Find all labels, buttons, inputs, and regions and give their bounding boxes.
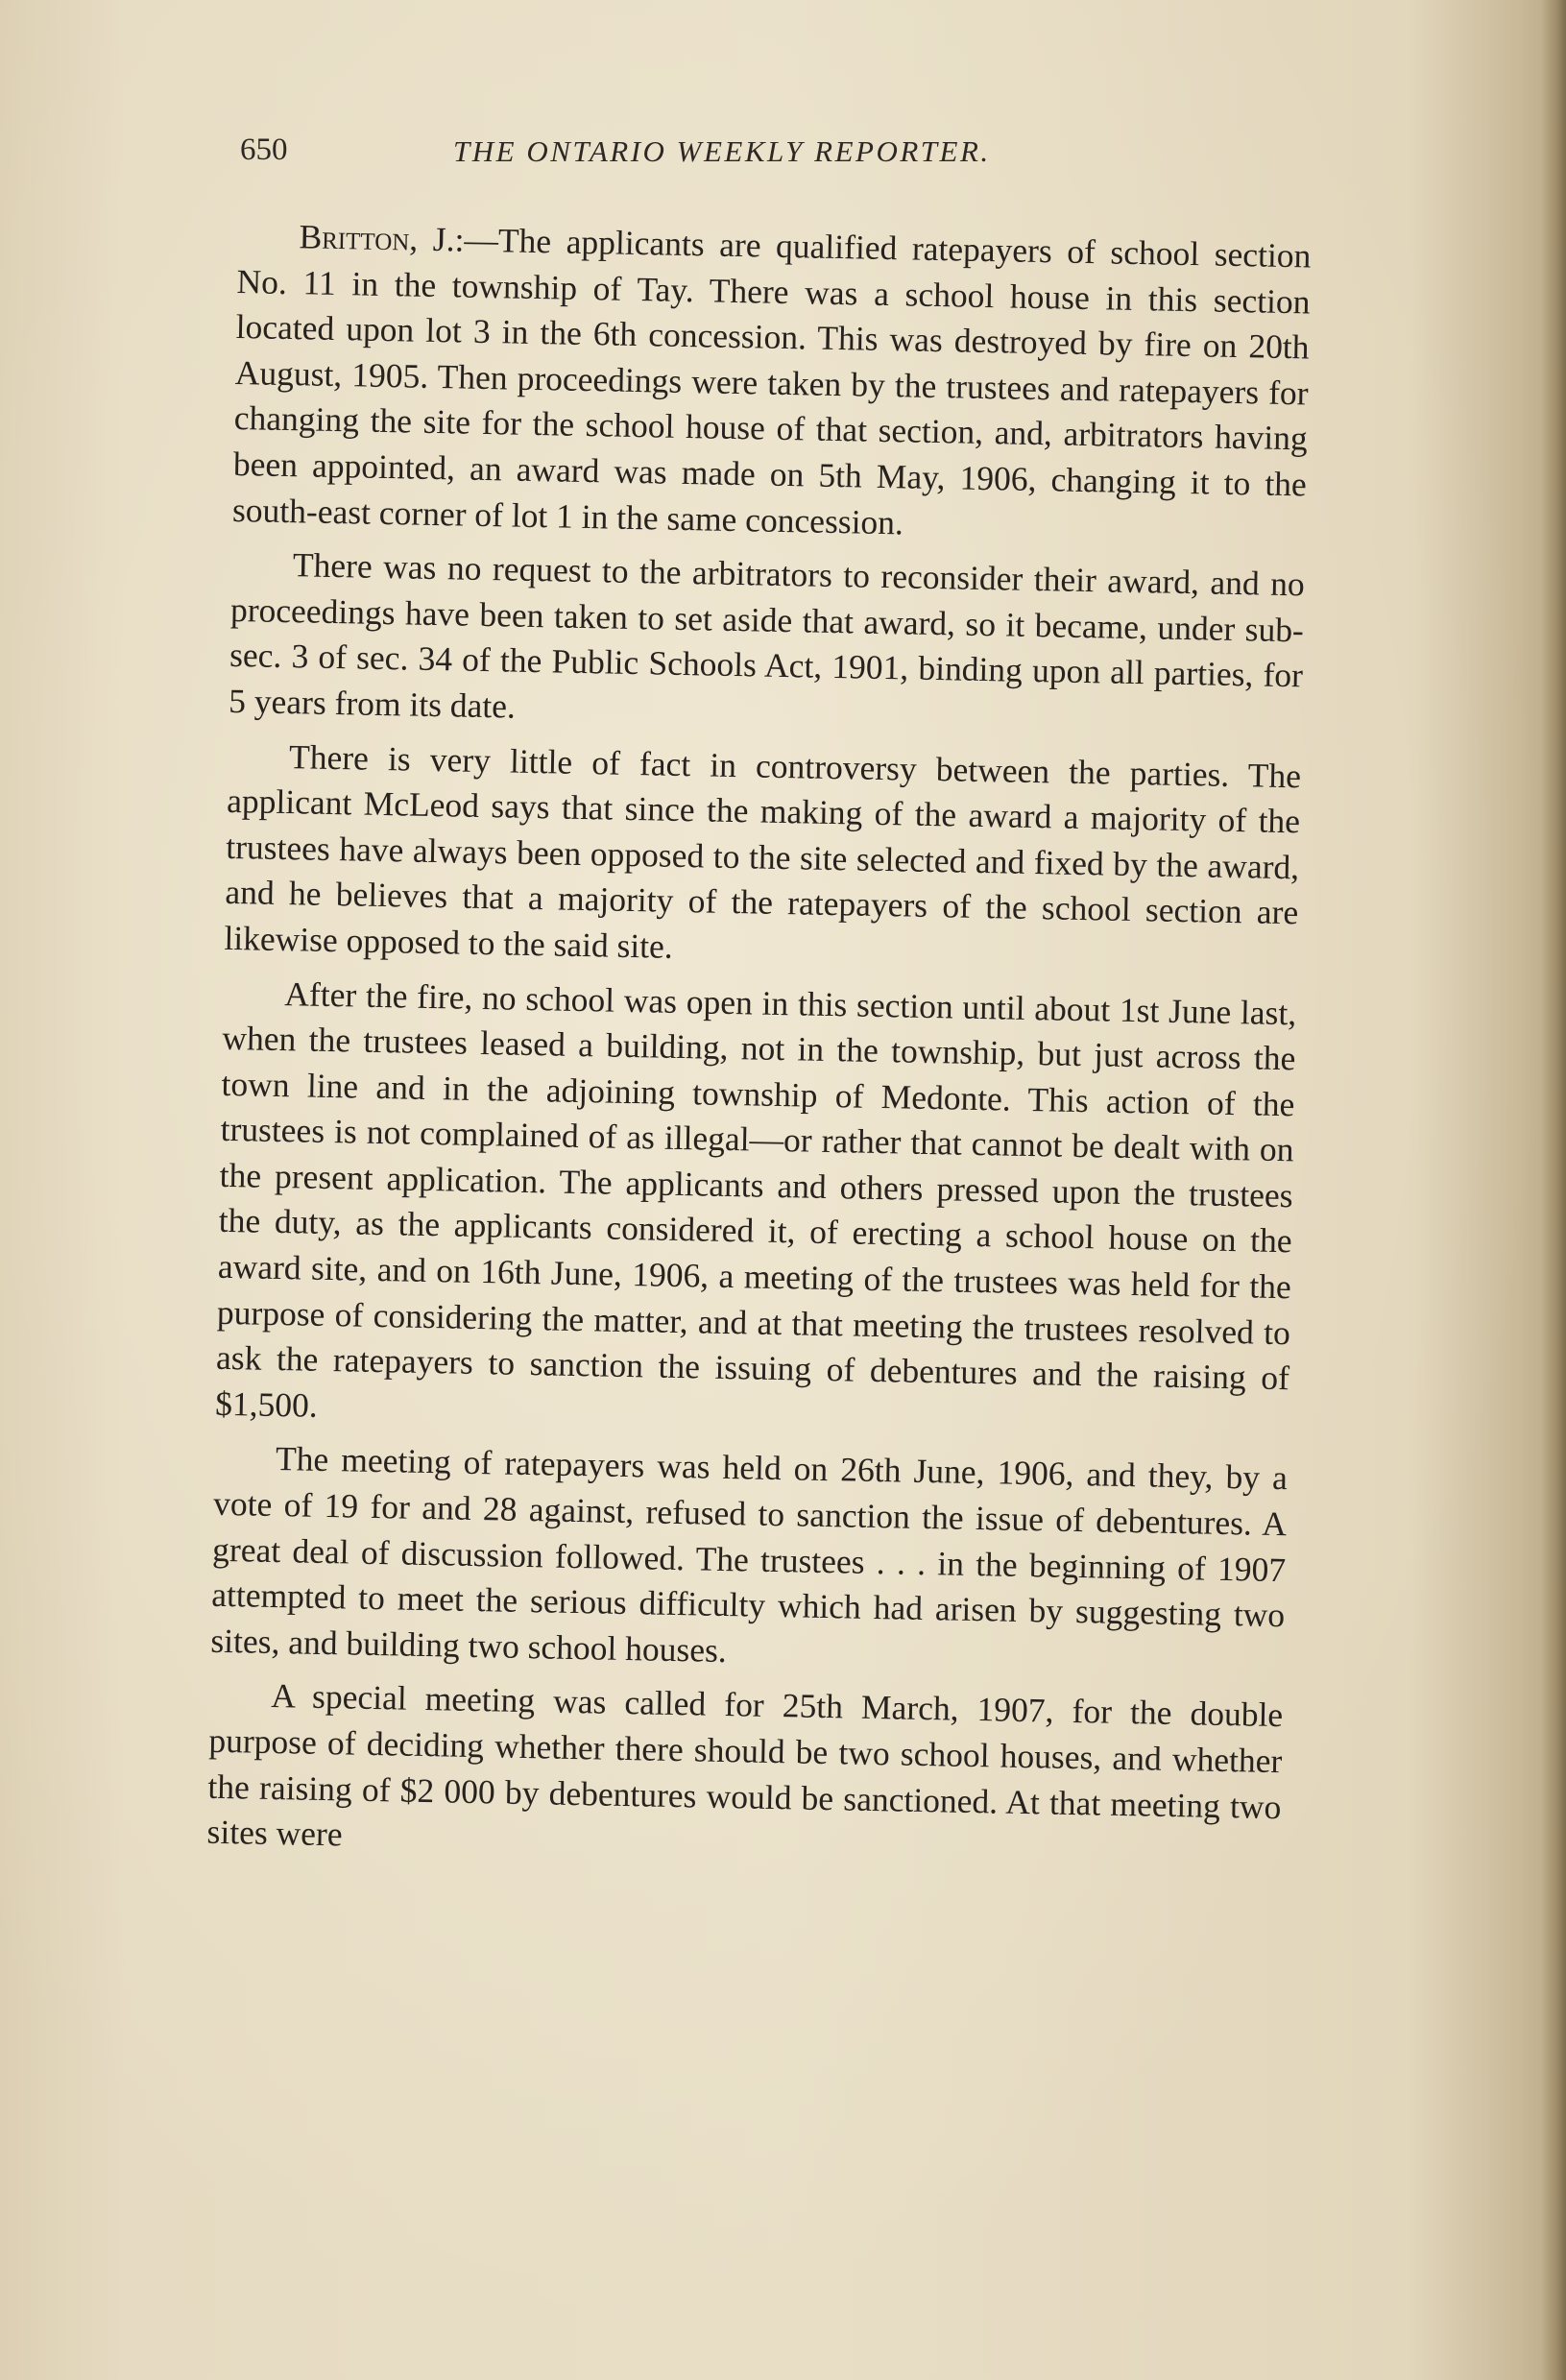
- paragraph: There was no request to the arbitrators to reconsider their award, and no proceedings have been taken to set aside that award, so it became, under sub-sec. 3 of sec. 34 of the Public Schools Act, 1901, binding upon all parties, for 5 years from its date.: [228, 545, 1306, 726]
- page-edge-shadow: [1541, 0, 1566, 2380]
- paragraph: A special meeting was called for 25th March, 1907, for the double purpose of deciding whether there should be two school houses, and whether the raising of $2 000 by debentures would be sanctioned. At that meeting two sites were: [206, 1676, 1284, 1854]
- paragraph: [232, 213, 1312, 554]
- page-header: [240, 132, 1306, 180]
- paragraph: There is very little of fact in controversy between the parties. The applicant McLeod says that since the making of the award a majority of the trustees have always been opposed to the site selected and fixed by the award, and he believes that a majority of the ratepayers of the school section are likewise opposed to the said site.: [224, 736, 1302, 966]
- paragraph: After the fire, no school was open in this section until about 1st June last, when the trustees leased a building, not in the township, but just across the town line and in the adjoining township of Medonte. This action of the trustees is not complained of as illegal—or rather that cannot be dealt with on the present application. The applicants and others pressed upon the trustees the duty, as the applicants considered it, of erecting a school house on the award site, and on 16th June, 1906, a meeting of the trustees was held for the purpose of considering the matter, and at that meeting the trustees resolved to ask the ratepayers to sanction the issuing of debentures and the raising of $1,500.: [214, 974, 1297, 1425]
- running-title: THE ONTARIO WEEKLY REPORTER.: [453, 134, 991, 168]
- page-number: 650: [240, 132, 288, 167]
- body-text: [206, 213, 1312, 1885]
- paragraph-text: :—The applicants are qualified ratepayers of school section No. 11 in the township of Tay. There was a school house in this section located upon lot 3 in the 6th concession. This was destroyed by fire on 20th August, 1905. Then proceedings were taken by the trustees and ratepayers for changing the site for the school house of that section, and, arbitrators having been appointed, an award was made on 5th May, 1906, changing it to the south-east corner of lot 1 in the same concession.: [231, 220, 1312, 541]
- author-name: Britton, J.: [299, 217, 455, 259]
- paragraph: The meeting of ratepayers was held on 26th June, 1906, and they, by a vote of 19 for and 28 against, refused to sanction the issue of debentures. A great deal of discussion followed. The trustees . . . in the beginning of 1907 attempted to meet the serious difficulty which had arisen by suggesting two sites, and building two school houses.: [210, 1439, 1289, 1670]
